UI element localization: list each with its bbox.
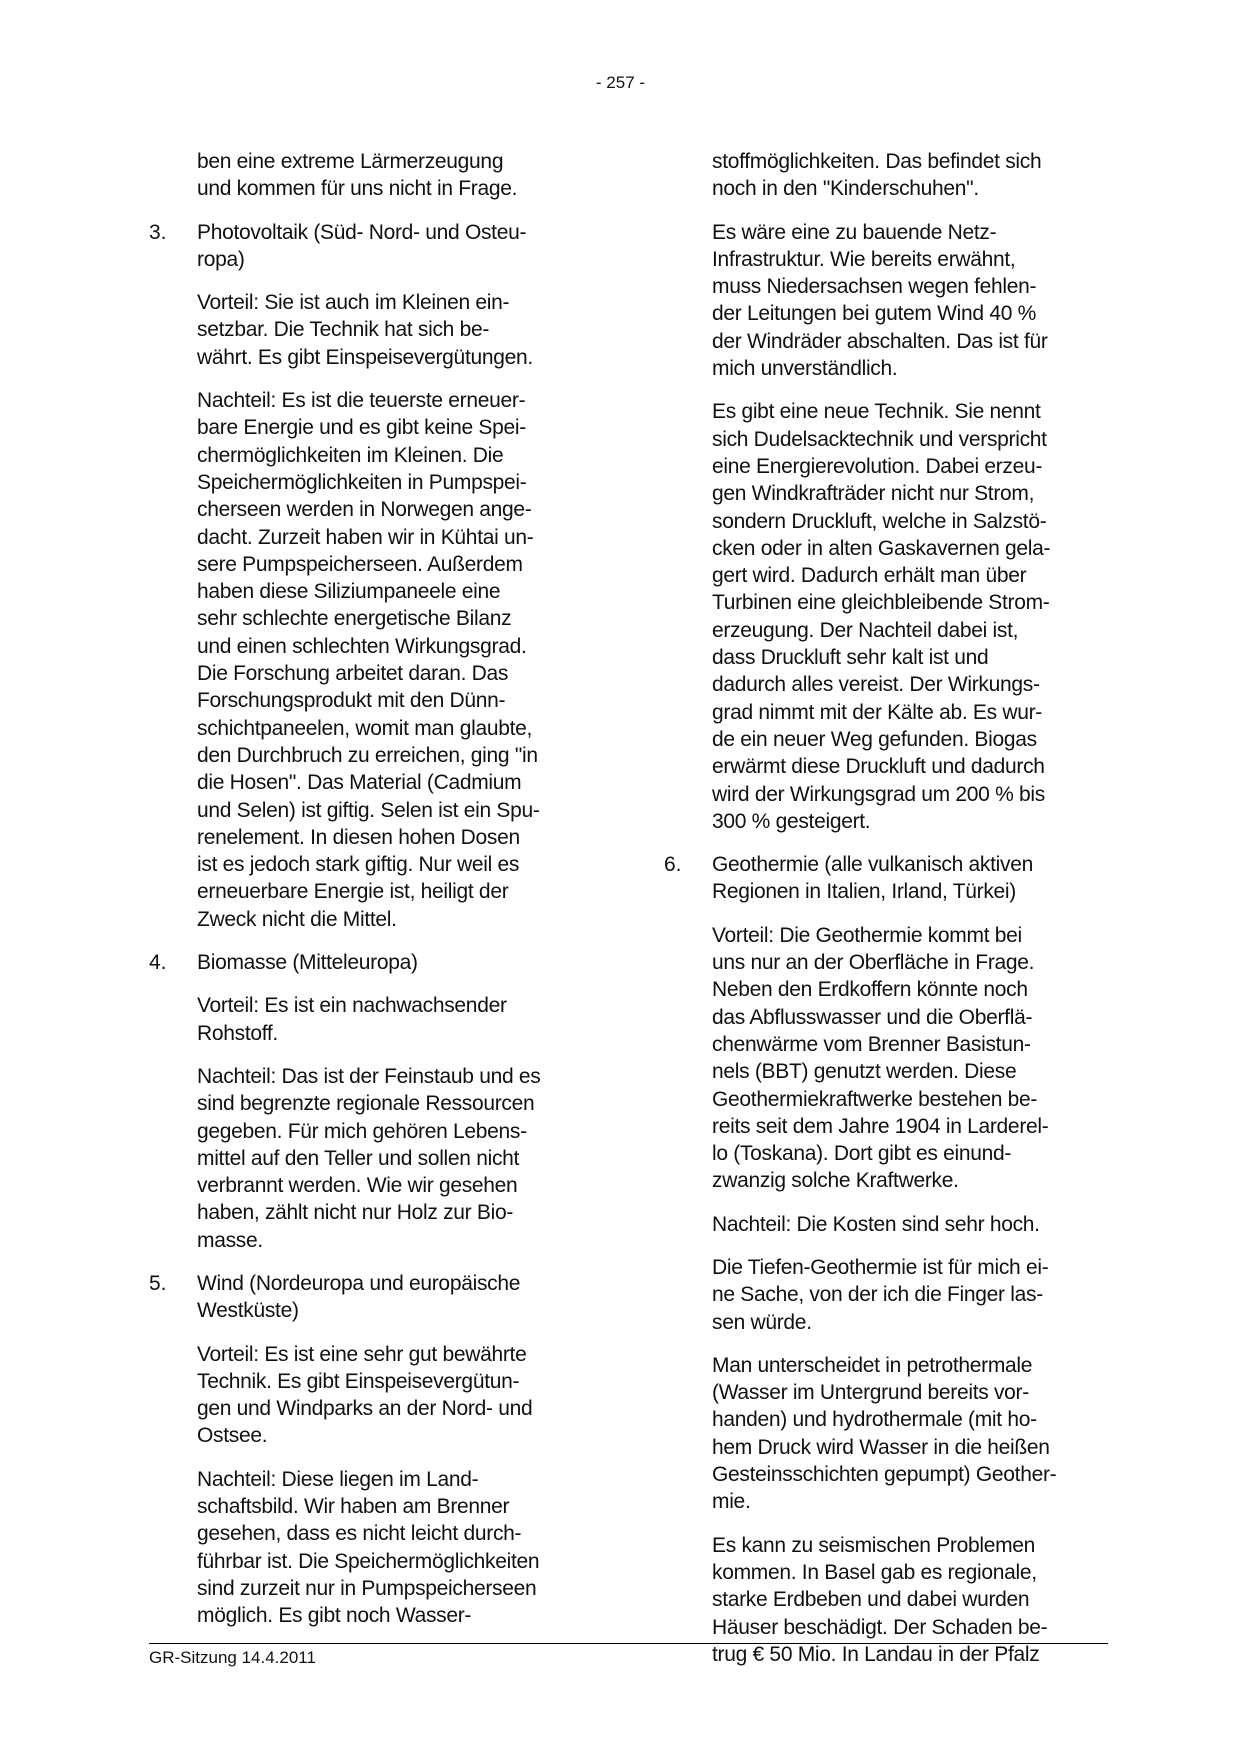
text-line: ben eine extreme Lärmerzeugung [197, 150, 504, 173]
text-line: Vorteil: Es ist ein nachwachsender [197, 994, 507, 1018]
text-line: mich unverständlich. [712, 357, 898, 381]
text-line: cken oder in alten Gaskavernen gela- [712, 536, 1051, 560]
text-line: der Windräder abschalten. Das ist für [712, 329, 1048, 353]
text-line: sondern Druckluft, welche in Salzstö- [712, 509, 1047, 533]
text-line: haben diese Siliziumpaneele eine [197, 580, 501, 604]
list-number: 4. [149, 951, 167, 975]
list-number: 3. [149, 220, 167, 244]
list-number: 6. [664, 853, 682, 877]
text-line: erwärmt diese Druckluft und dadurch [712, 755, 1045, 779]
text-line: Nachteil: Es ist die teuerste erneuer- [197, 389, 526, 413]
text-line: Häuser beschädigt. Der Schaden be- [712, 1615, 1048, 1639]
text-line: ne Sache, von der ich die Finger las- [712, 1283, 1043, 1307]
text-line: gegeben. Für mich gehören Lebens- [197, 1119, 527, 1143]
text-line: Photovoltaik (Süd- Nord- und Osteu- [197, 220, 527, 244]
text-line: mie. [712, 1490, 751, 1514]
text-line: zwanzig solche Kraftwerke. [712, 1169, 959, 1193]
text-line: Geothermie (alle vulkanisch aktiven [712, 853, 1033, 877]
text-line: Biomasse (Mitteleuropa) [197, 951, 418, 975]
text-line: Die Forschung arbeitet daran. Das [197, 662, 509, 686]
text-line: und einen schlechten Wirkungsgrad. [197, 634, 527, 658]
text-line: erzeugung. Der Nachteil dabei ist, [712, 618, 1019, 642]
text-line: trug € 50 Mio. In Landau in der Pfalz [712, 1642, 1040, 1666]
text-line: gen Windkrafträder nicht nur Strom, [712, 482, 1035, 506]
text-line: das Abflusswasser und die Oberflä- [712, 1005, 1033, 1029]
text-line: setzbar. Die Technik hat sich be- [197, 318, 490, 342]
paragraph [664, 1211, 1124, 1238]
text-line: Technik. Es gibt Einspeisevergütun- [197, 1369, 520, 1393]
text-line: uns nur an der Oberfläche in Frage. [712, 951, 1035, 975]
text-line: Forschungsprodukt mit den Dünn- [197, 689, 506, 713]
paragraph [149, 1466, 599, 1630]
numbered-list-item [149, 949, 599, 976]
text-line: dacht. Zurzeit haben wir in Kühtai un- [197, 525, 534, 549]
text-line: verbrannt werden. Wie wir gesehen [197, 1174, 518, 1198]
text-line: Vorteil: Es ist eine sehr gut bewährte [197, 1342, 527, 1366]
text-line: masse. [197, 1228, 263, 1252]
text-line: wird der Wirkungsgrad um 200 % bis [712, 782, 1045, 806]
text-line: die Hosen". Das Material (Cadmium [197, 771, 522, 795]
text-line: Die Tiefen-Geothermie ist für mich ei- [712, 1255, 1049, 1279]
text-line: Vorteil: Sie ist auch im Kleinen ein- [197, 291, 510, 315]
text-line: den Durchbruch zu erreichen, ging "in [197, 743, 538, 767]
text-line: Rohstoff. [197, 1021, 278, 1045]
paragraph [149, 289, 599, 371]
paragraph [149, 387, 599, 933]
text-line: Zweck nicht die Mittel. [197, 907, 397, 931]
text-line: Man unterscheidet in petrothermale [712, 1353, 1033, 1377]
text-line: Nachteil: Diese liegen im Land- [197, 1467, 479, 1491]
text-line: nels (BBT) genutzt werden. Diese [712, 1060, 1017, 1084]
text-line: mittel auf den Teller und sollen nicht [197, 1146, 520, 1170]
text-line: Neben den Erdkoffern könnte noch [712, 978, 1028, 1002]
page-number: - 257 - [595, 73, 646, 92]
text-line: cherseen werden in Norwegen ange- [197, 498, 532, 522]
text-line: lo (Toskana). Dort gibt es einund- [712, 1142, 1012, 1166]
text-line: muss Niedersachsen wegen fehlen- [712, 275, 1037, 299]
text-line: renelement. In diesen hohen Dosen [197, 825, 520, 849]
text-line: Turbinen eine gleichbleibende Strom- [712, 591, 1050, 615]
paragraph [664, 922, 1124, 1195]
paragraph [664, 398, 1124, 835]
text-line: dadurch alles vereist. Der Wirkungs- [712, 673, 1040, 697]
text-line: währt. Es gibt Einspeisevergütungen. [197, 345, 533, 369]
text-line: hem Druck wird Wasser in die heißen [712, 1435, 1050, 1459]
text-line: Ostsee. [197, 1424, 268, 1448]
text-line: sich Dudelsacktechnik und verspricht [712, 427, 1047, 451]
text-line: haben, zählt nicht nur Holz zur Bio- [197, 1201, 514, 1225]
text-line: und kommen für uns nicht in Frage. [197, 177, 518, 201]
text-line: sehr schlechte energetische Bilanz [197, 607, 512, 631]
list-number: 5. [149, 1271, 167, 1295]
text-line: sere Pumpspeicherseen. Außerdem [197, 552, 523, 576]
text-line: der Leitungen bei gutem Wind 40 % [712, 302, 1036, 326]
text-line: führbar ist. Die Speichermöglichkeiten [197, 1549, 540, 1573]
text-line: Regionen in Italien, Irland, Türkei) [712, 880, 1016, 904]
paragraph [664, 1352, 1124, 1516]
footer-divider [149, 1643, 1108, 1644]
numbered-list-item [664, 851, 1124, 906]
text-line: und Selen) ist giftig. Selen ist ein Spu- [197, 798, 540, 822]
text-line: möglich. Es gibt noch Wasser- [197, 1604, 472, 1628]
text-line: Gesteinsschichten gepumpt) Geother- [712, 1463, 1057, 1487]
text-line: handen) und hydrothermale (mit ho- [712, 1408, 1037, 1432]
text-line: bare Energie und es gibt keine Spei- [197, 416, 526, 440]
paragraph [664, 148, 1124, 203]
right-column [664, 148, 1124, 1684]
text-line: noch in den "Kinderschuhen". [712, 177, 979, 201]
text-line: Vorteil: Die Geothermie kommt bei [712, 923, 1022, 947]
paragraph [149, 1063, 599, 1254]
text-line: reits seit dem Jahre 1904 in Larderel- [712, 1114, 1049, 1138]
text-line: grad nimmt mit der Kälte ab. Es wur- [712, 700, 1042, 724]
text-line: Infrastruktur. Wie bereits erwähnt, [712, 247, 1016, 271]
paragraph [149, 148, 599, 203]
text-line: starke Erdbeben und dabei wurden [712, 1588, 1030, 1612]
text-line: Westküste) [197, 1299, 299, 1323]
paragraph [664, 1254, 1124, 1336]
text-line: sind zurzeit nur in Pumpspeicherseen [197, 1576, 537, 1600]
text-line: Geothermiekraftwerke bestehen be- [712, 1087, 1038, 1111]
text-line: 300 % gesteigert. [712, 809, 871, 833]
text-line: Es kann zu seismischen Problemen [712, 1533, 1036, 1557]
text-line: schichtpaneelen, womit man glaubte, [197, 716, 533, 740]
text-line: sen würde. [712, 1310, 812, 1334]
text-line: Nachteil: Die Kosten sind sehr hoch. [712, 1212, 1040, 1236]
text-line: Wind (Nordeuropa und europäische [197, 1271, 521, 1295]
text-line: schaftsbild. Wir haben am Brenner [197, 1495, 510, 1519]
text-line: eine Energierevolution. Dabei erzeu- [712, 454, 1043, 478]
text-line: Es wäre eine zu bauende Netz- [712, 220, 997, 244]
text-line: Nachteil: Das ist der Feinstaub und es [197, 1064, 541, 1088]
text-line: ropa) [197, 247, 245, 271]
text-line: de ein neuer Weg gefunden. Biogas [712, 727, 1037, 751]
text-line: gert wird. Dadurch erhält man über [712, 564, 1027, 588]
text-line: (Wasser im Untergrund bereits vor- [712, 1381, 1029, 1405]
paragraph [664, 219, 1124, 383]
text-line: gesehen, dass es nicht leicht durch- [197, 1522, 522, 1546]
text-line: gen und Windparks an der Nord- und [197, 1397, 533, 1421]
text-line: Speichermöglichkeiten in Pumpspei- [197, 470, 527, 494]
numbered-list-item [149, 1270, 599, 1325]
text-line: sind begrenzte regionale Ressourcen [197, 1092, 535, 1116]
text-line: stoffmöglichkeiten. Das befindet sich [712, 150, 1042, 173]
text-line: Es gibt eine neue Technik. Sie nennt [712, 400, 1041, 424]
paragraph [149, 1341, 599, 1450]
text-line: ist es jedoch stark giftig. Nur weil es [197, 853, 520, 877]
footer-text: GR-Sitzung 14.4.2011 [149, 1648, 316, 1667]
paragraph [149, 992, 599, 1047]
numbered-list-item [149, 219, 599, 274]
text-line: chenwärme vom Brenner Basistun- [712, 1032, 1031, 1056]
left-column [149, 148, 599, 1646]
text-line: erneuerbare Energie ist, heiligt der [197, 880, 509, 904]
text-line: chermöglichkeiten im Kleinen. Die [197, 443, 504, 467]
text-line: dass Druckluft sehr kalt ist und [712, 646, 989, 670]
paragraph [664, 1532, 1124, 1668]
text-line: kommen. In Basel gab es regionale, [712, 1560, 1037, 1584]
